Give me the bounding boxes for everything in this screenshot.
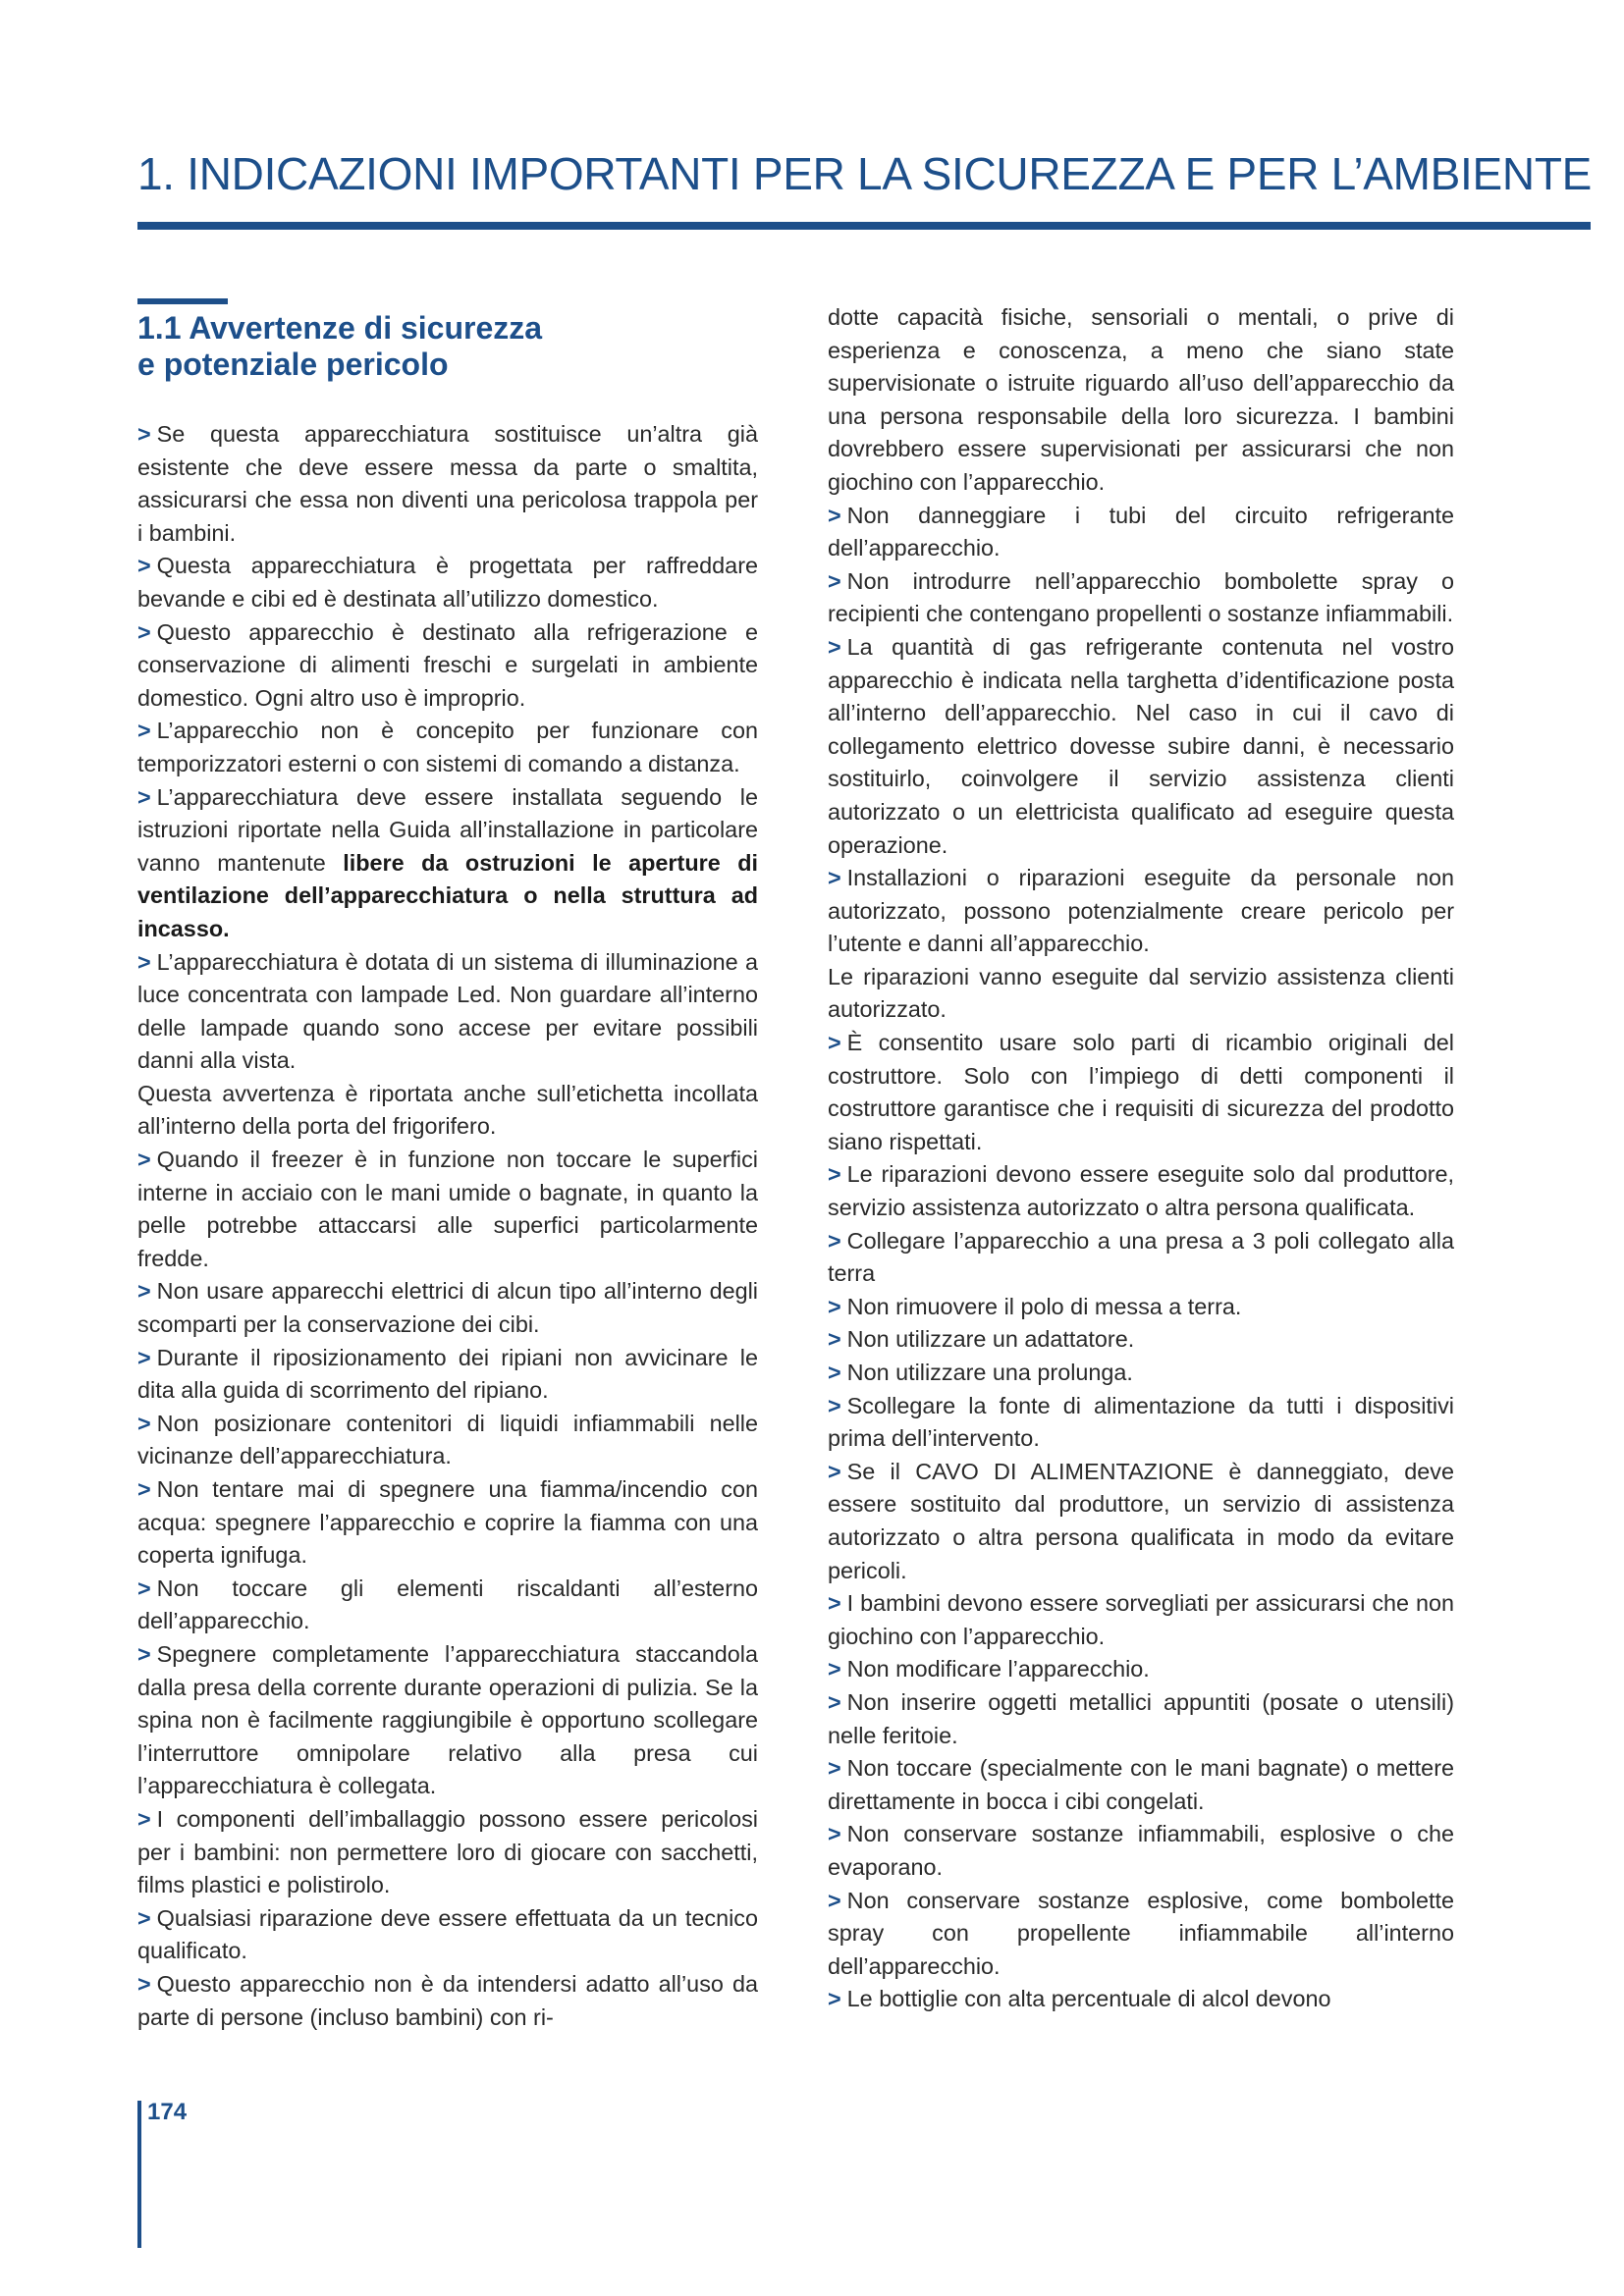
bullet-arrow-icon: > [828, 1821, 841, 1847]
warning-text: Le bottiglie con alta percentuale di alcol devono [846, 1986, 1331, 2012]
warning-text: Non inserire oggetti metallici appuntiti (posate o utensili) nelle feritoie. [828, 1688, 1454, 1748]
warning-paragraph [137, 1275, 758, 1341]
right-column [828, 301, 1454, 2016]
warning-paragraph [828, 565, 1454, 631]
warning-paragraph [828, 1158, 1454, 1224]
bullet-arrow-icon: > [137, 1147, 151, 1173]
warning-paragraph [137, 418, 758, 550]
warning-paragraph [828, 1456, 1454, 1587]
warning-text: L’apparecchiatura è dotata di un sistema di illuminazione a luce concentrata con lampade Led. Non guardare all’interno delle lampade quando sono accese per evitare possibili danni alla vista. [137, 948, 758, 1074]
warning-paragraph [137, 1078, 758, 1144]
bullet-arrow-icon: > [137, 618, 151, 645]
warning-text: Non rimuovere il polo di messa a terra. [846, 1293, 1242, 1319]
left-column [137, 418, 758, 2034]
warning-text: Scollegare la fonte di alimentazione da tutti i dispositivi prima dell’intervento. [828, 1392, 1454, 1452]
warning-text: Qualsiasi riparazione deve essere effettuata da un tecnico qualificato. [137, 1904, 758, 1964]
bullet-arrow-icon: > [828, 1360, 841, 1385]
warning-text: Le riparazioni vanno eseguite dal servizio assistenza clienti autorizzato. [828, 963, 1454, 1023]
warning-paragraph [137, 1144, 758, 1275]
warning-text: Non toccare gli elementi riscaldanti all’esterno dell’apparecchio. [137, 1575, 758, 1634]
bullet-arrow-icon: > [137, 1476, 151, 1502]
warning-text: Non utilizzare una prolunga. [846, 1360, 1133, 1385]
warning-text: Non posizionare contenitori di liquidi infiammabili nelle vicinanze dell’apparecchiatura. [137, 1410, 758, 1469]
bullet-arrow-icon: > [828, 1688, 841, 1715]
bullet-arrow-icon: > [828, 567, 841, 594]
bullet-arrow-icon: > [828, 1458, 841, 1484]
warning-paragraph [828, 301, 1454, 500]
warning-text: Le riparazioni devono essere eseguite solo dal produttore, servizio assistenza autorizzato o altra persona qualificata. [828, 1161, 1454, 1221]
warning-text: Non introdurre nell’apparecchio bombolette spray o recipienti che contengano propellenti o sostanze infiammabili. [828, 567, 1454, 627]
warning-text: Collegare l’apparecchio a una presa a 3 poli collegato alla terra [828, 1227, 1454, 1287]
warning-text: L’apparecchio non è concepito per funzionare con temporizzatori esterni o con sistemi di comando a distanza. [137, 718, 758, 776]
warning-paragraph [137, 946, 758, 1078]
warning-paragraph [828, 1818, 1454, 1884]
warning-paragraph [828, 1587, 1454, 1653]
warning-paragraph [828, 1752, 1454, 1818]
warning-text: È consentito usare solo parti di ricambio originali del costruttore. Solo con l’impiego di detti componenti il costruttore garantisce che i requisiti di sicurezza del prodotto siano rispettati. [828, 1030, 1454, 1154]
warning-paragraph [828, 1390, 1454, 1456]
warning-text: Non tentare mai di spegnere una fiamma/incendio con acqua: spegnere l’apparecchio e coprire la fiamma con una coperta ignifuga. [137, 1476, 758, 1569]
bullet-arrow-icon: > [828, 1590, 841, 1617]
warning-paragraph [137, 616, 758, 716]
warning-text: Non modificare l’apparecchio. [846, 1656, 1150, 1682]
warning-paragraph [828, 961, 1454, 1027]
warning-paragraph [137, 1473, 758, 1573]
warning-text: Se il CAVO DI ALIMENTAZIONE è danneggiato, deve essere sostituito dal produttore, un servizio di assistenza autorizzato o altra persona qualificata in modo da evitare pericoli. [828, 1458, 1454, 1583]
warning-text: I componenti dell’imballaggio possono essere pericolosi per i bambini: non permettere loro di giocare con sacchetti, films plastici e polistirolo. [137, 1805, 758, 1898]
warning-paragraph [828, 862, 1454, 961]
page-number: 174 [147, 2099, 188, 2125]
warning-text: Non toccare (specialmente con le mani bagnate) o mettere direttamente in bocca i cibi congelati. [828, 1755, 1454, 1814]
bullet-arrow-icon: > [828, 865, 841, 891]
warning-paragraph [137, 1408, 758, 1473]
warning-text: Spegnere completamente l’apparecchiatura staccandola dalla presa della corrente durante operazioni di pulizia. Se la spina non è facilmente raggiungibile è opportuno scollegare l’interruttore omnipolare relativo alla presa cui l’apparecchiatura è collegata. [137, 1640, 758, 1799]
warning-paragraph [137, 550, 758, 615]
title-rule [137, 222, 1591, 230]
warning-paragraph [828, 1983, 1454, 2016]
warning-text: Non usare apparecchi elettrici di alcun tipo all’interno degli scomparti per la conservazione dei cibi. [137, 1278, 758, 1338]
warning-text: Quando il freezer è in funzione non toccare le superfici interne in acciaio con le mani umide o bagnate, in quanto la pelle potrebbe attaccarsi alle superfici particolarmente fredde. [137, 1147, 758, 1271]
bullet-arrow-icon: > [137, 718, 151, 744]
section-heading-line1: 1.1 Avvertenze di sicurezza [137, 310, 543, 346]
bullet-arrow-icon: > [828, 1326, 841, 1353]
warning-paragraph [137, 781, 758, 946]
warning-text: Non conservare sostanze infiammabili, esplosive o che evaporano. [828, 1821, 1454, 1880]
warning-text: Questa apparecchiatura è progettata per raffreddare bevande e cibi ed è destinata all’utilizzo domestico. [137, 553, 758, 612]
warning-text: Questa avvertenza è riportata anche sull’etichetta incollata all’interno della porta del frigorifero. [137, 1080, 758, 1140]
bullet-arrow-icon: > [828, 1887, 841, 1913]
warning-paragraph [828, 1357, 1454, 1390]
warning-emphasis: libere da ostruzioni le aperture di ventilazione dell’apparecchiatura o nella struttura ad incasso. [137, 849, 758, 941]
warning-text: I bambini devono essere sorvegliati per assicurarsi che non giochino con l’apparecchio. [828, 1590, 1454, 1649]
section-heading [137, 310, 648, 384]
warning-text: La quantità di gas refrigerante contenuta nel vostro apparecchio è indicata nella targhetta d’identificazione posta all’interno dell’apparecchio. Nel caso in cui il cavo di collegamento elettrico dovesse subire danni, è necessario sostituirlo, coinvolgere il servizio assistenza clienti autorizzato o un elettricista qualificato ad eseguire questa operazione. [828, 633, 1454, 858]
bullet-arrow-icon: > [137, 1970, 151, 1997]
bullet-arrow-icon: > [828, 1030, 841, 1056]
warning-paragraph [137, 1902, 758, 1968]
warning-paragraph [828, 1291, 1454, 1324]
bullet-arrow-icon: > [137, 1805, 151, 1832]
page-number-bar [137, 2101, 141, 2248]
warning-paragraph [137, 1638, 758, 1803]
bullet-arrow-icon: > [828, 1986, 841, 2012]
page-title: 1. INDICAZIONI IMPORTANTI PER LA SICUREZZA E PER L’AMBIENTE [137, 148, 1593, 199]
warning-text: Non utilizzare un adattatore. [846, 1326, 1135, 1353]
warning-text: Installazioni o riparazioni eseguite da personale non autorizzato, possono potenzialmente creare pericolo per l’utente e danni all’apparecchio. [828, 865, 1454, 957]
bullet-arrow-icon: > [137, 1410, 151, 1436]
bullet-arrow-icon: > [137, 783, 151, 810]
bullet-arrow-icon: > [137, 1278, 151, 1305]
bullet-arrow-icon: > [137, 421, 151, 447]
section-heading-line2: e potenziale pericolo [137, 347, 449, 383]
bullet-arrow-icon: > [137, 1344, 151, 1370]
warning-paragraph [828, 1323, 1454, 1357]
warning-paragraph [828, 1027, 1454, 1158]
bullet-arrow-icon: > [828, 1656, 841, 1682]
bullet-arrow-icon: > [137, 948, 151, 975]
bullet-arrow-icon: > [828, 1755, 841, 1782]
bullet-arrow-icon: > [828, 1392, 841, 1418]
warning-text: Non danneggiare i tubi del circuito refrigerante dell’apparecchio. [828, 502, 1454, 561]
warning-paragraph [828, 1653, 1454, 1686]
warning-text: Questo apparecchio è destinato alla refrigerazione e conservazione di alimenti freschi e surgelati in ambiente domestico. Ogni altro uso è improprio. [137, 618, 758, 711]
warning-text: Questo apparecchio non è da intendersi adatto all’uso da parte di persone (incluso bambini) con ri- [137, 1970, 758, 2030]
warning-text: Durante il riposizionamento dei ripiani non avvicinare le dita alla guida di scorrimento del ripiano. [137, 1344, 758, 1404]
bullet-arrow-icon: > [137, 553, 151, 579]
bullet-arrow-icon: > [828, 502, 841, 528]
warning-paragraph [828, 500, 1454, 565]
warning-text: L’apparecchiatura deve essere installata seguendo le istruzioni riportate nella Guida all’installazione in particolare vanno mantenute [137, 783, 758, 876]
warning-paragraph [137, 1803, 758, 1902]
warning-text: Non conservare sostanze esplosive, come bombolette spray con propellente infiammabile all’interno dell’apparecchio. [828, 1887, 1454, 1979]
warning-text: dotte capacità fisiche, sensoriali o mentali, o prive di esperienza e conoscenza, a meno che siano state supervisionate o istruite riguardo all’uso dell’apparecchio da una persona responsabile della loro sicurezza. I bambini dovrebbero essere supervisionati per assicurarsi che non giochino con l’apparecchio. [828, 304, 1454, 495]
warning-paragraph [137, 1573, 758, 1638]
section-accent-bar [137, 298, 228, 304]
warning-paragraph [137, 715, 758, 780]
bullet-arrow-icon: > [828, 1161, 841, 1188]
bullet-arrow-icon: > [137, 1575, 151, 1601]
warning-paragraph [137, 1342, 758, 1408]
warning-paragraph [828, 1686, 1454, 1752]
bullet-arrow-icon: > [828, 1293, 841, 1319]
bullet-arrow-icon: > [828, 633, 841, 660]
warning-paragraph [137, 1968, 758, 2034]
warning-paragraph [828, 631, 1454, 862]
bullet-arrow-icon: > [137, 1640, 151, 1667]
warning-text: Se questa apparecchiatura sostituisce un’altra già esistente che deve essere messa da parte o smaltita, assicurarsi che essa non diventi una pericolosa trappola per i bambini. [137, 421, 758, 546]
warning-paragraph [828, 1225, 1454, 1291]
bullet-arrow-icon: > [828, 1227, 841, 1254]
warning-paragraph [828, 1885, 1454, 1984]
bullet-arrow-icon: > [137, 1904, 151, 1931]
